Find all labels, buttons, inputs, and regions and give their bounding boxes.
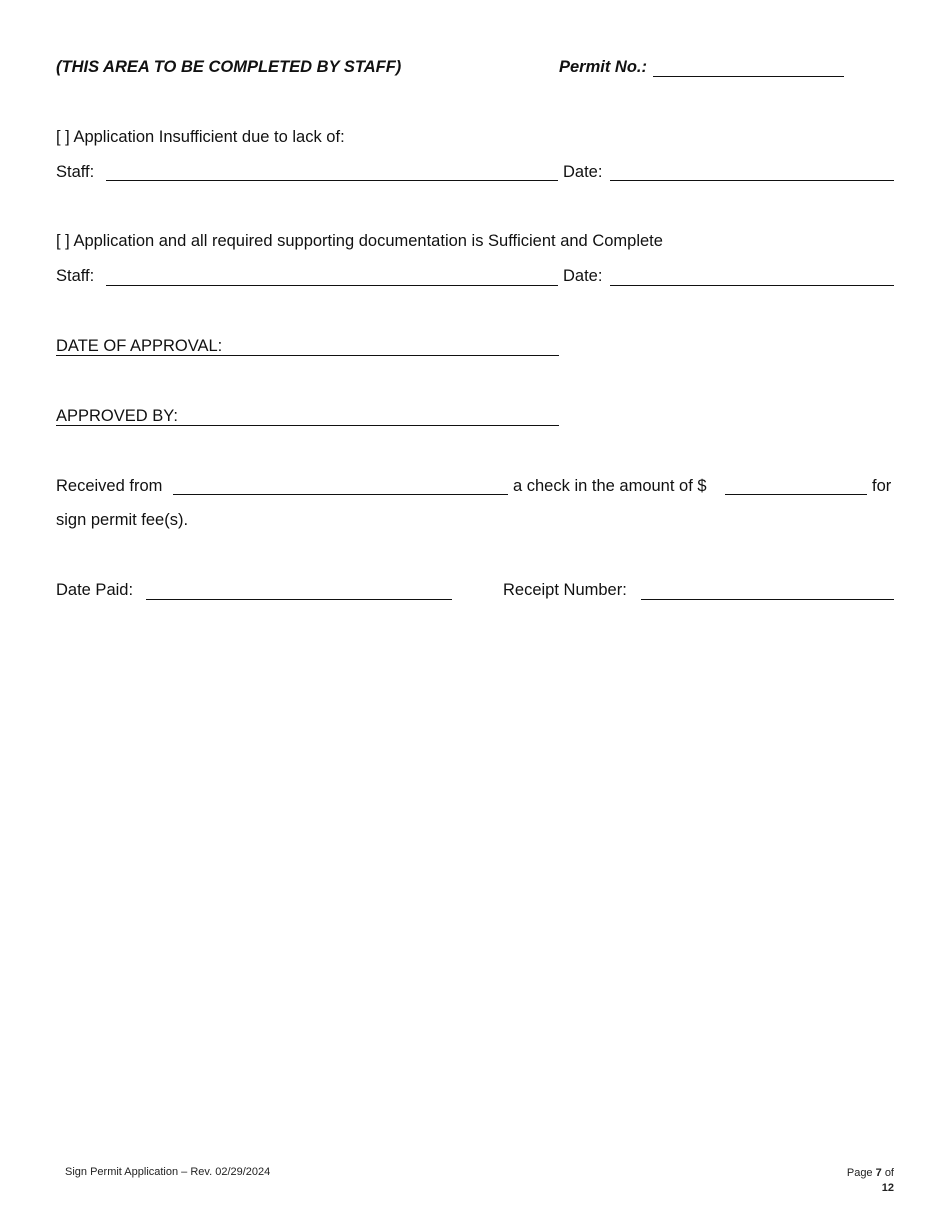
check-amount-label: a check in the amount of $ (513, 477, 707, 495)
received-from-label: Received from (56, 477, 163, 495)
insufficient-checkbox[interactable]: [ ] (56, 128, 70, 146)
insufficient-date-label: Date: (563, 163, 603, 181)
check-amount-field[interactable] (725, 494, 867, 495)
receipt-number-label: Receipt Number: (503, 581, 627, 599)
approved-by-label: APPROVED BY: (56, 407, 178, 425)
for-label: for (872, 477, 892, 495)
sufficient-staff-label: Staff: (56, 267, 95, 285)
insufficient-option (56, 128, 345, 147)
sufficient-date-label: Date: (563, 267, 603, 285)
sufficient-date-field[interactable] (610, 285, 894, 286)
insufficient-staff-label: Staff: (56, 163, 95, 181)
footer-page-number (847, 1166, 894, 1196)
receipt-number-field[interactable] (641, 599, 894, 600)
sufficient-staff-field[interactable] (106, 285, 558, 286)
page-label: Page (846, 1167, 873, 1179)
approved-by-field[interactable] (56, 425, 559, 426)
page-total: 12 (881, 1182, 894, 1194)
sufficient-checkbox[interactable]: [ ] (56, 232, 70, 250)
date-paid-label: Date Paid: (56, 581, 134, 599)
sufficient-option (56, 232, 663, 251)
footer-form-name: Sign Permit Application – Rev. 02/29/2024 (65, 1166, 271, 1178)
insufficient-text: Application Insufficient due to lack of: (73, 128, 345, 146)
date-paid-field[interactable] (146, 599, 452, 600)
date-of-approval-field[interactable] (56, 355, 559, 356)
insufficient-date-field[interactable] (610, 180, 894, 181)
sufficient-text: Application and all required supporting documentation is Sufficient and Complete (73, 232, 663, 250)
of-label: of (884, 1167, 894, 1179)
insufficient-staff-field[interactable] (106, 180, 558, 181)
permit-no-field[interactable] (653, 76, 844, 77)
staff-area-title: (THIS AREA TO BE COMPLETED BY STAFF) (56, 58, 402, 76)
permit-no-label: Permit No.: (559, 58, 648, 76)
received-from-field[interactable] (173, 494, 508, 495)
fee-text: sign permit fee(s). (56, 511, 189, 529)
page-current: 7 (875, 1167, 882, 1179)
date-of-approval-label: DATE OF APPROVAL: (56, 337, 223, 355)
